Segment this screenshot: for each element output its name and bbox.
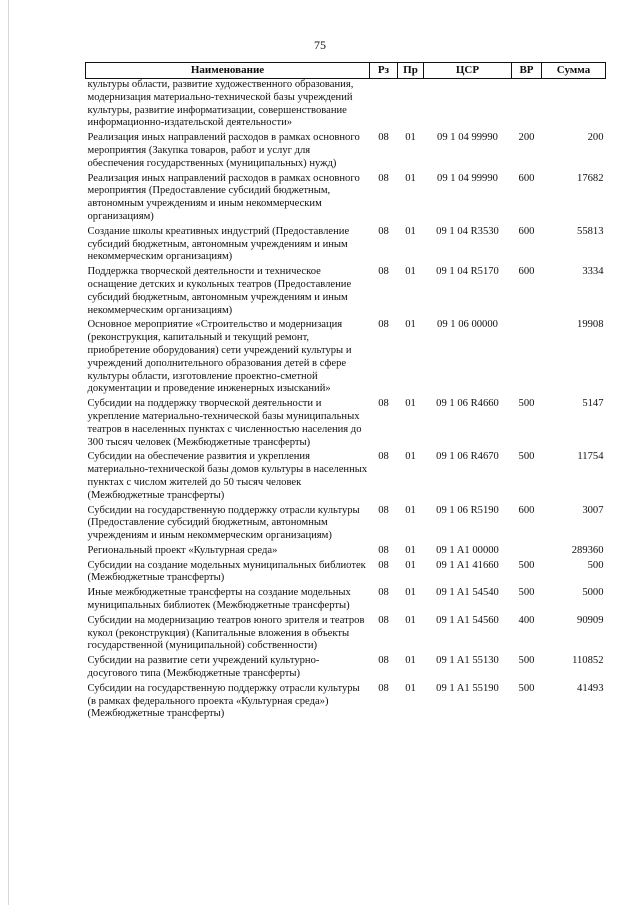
table-row bbox=[86, 226, 606, 266]
cell-rz: 08 bbox=[378, 225, 389, 237]
cell-name: Субсидии на поддержку творческой деятельности и укрепление материально-технической базы муниципальных театров в населенных пунктах с численностью населения до 300 тысяч человек (Межбюджетные трансферты) bbox=[87, 398, 362, 448]
cell-rz: 08 bbox=[378, 544, 389, 556]
header-csr: ЦСР bbox=[424, 63, 512, 79]
budget-table bbox=[85, 62, 606, 723]
cell-rz: 08 bbox=[378, 398, 389, 410]
header-pr: Пр bbox=[398, 63, 424, 79]
cell-csr: 09 1 06 R5190 bbox=[436, 504, 499, 516]
cell-csr: 09 1 06 R4660 bbox=[436, 398, 499, 410]
cell-rz: 08 bbox=[378, 504, 389, 516]
cell-name: Субсидии на модернизацию театров юного зрителя и театров кукол (реконструкция) (Капитальные вложения в объекты государственной (муниципальной) собственности) bbox=[87, 614, 365, 652]
cell-pr: 01 bbox=[405, 559, 416, 571]
cell-pr: 01 bbox=[405, 682, 416, 694]
table-row bbox=[86, 132, 606, 172]
cell-vr: 500 bbox=[518, 559, 535, 571]
cell-name: Субсидии на государственную поддержку отрасли культуры (в рамках федерального проекта «Культурная среда») (Межбюджетные трансферты) bbox=[87, 682, 360, 720]
table-row bbox=[86, 266, 606, 319]
cell-rz bbox=[370, 79, 398, 133]
page-number: 75 bbox=[314, 38, 326, 52]
header-vr: ВР bbox=[512, 63, 542, 79]
cell-sum: 5000 bbox=[582, 587, 604, 599]
cell-rz: 08 bbox=[378, 559, 389, 571]
cell-sum: 19908 bbox=[577, 319, 604, 331]
cell-vr bbox=[512, 545, 542, 560]
cell-pr: 01 bbox=[405, 132, 416, 144]
table-row bbox=[86, 319, 606, 398]
cell-pr: 01 bbox=[405, 266, 416, 278]
table-row bbox=[86, 560, 606, 588]
cell-pr: 01 bbox=[405, 398, 416, 410]
cell-vr: 600 bbox=[518, 225, 535, 237]
table-row bbox=[86, 505, 606, 545]
cell-csr: 09 1 A1 54540 bbox=[436, 587, 499, 599]
cell-csr: 09 1 06 R4670 bbox=[436, 451, 499, 463]
cell-pr: 01 bbox=[405, 544, 416, 556]
cell-rz: 08 bbox=[378, 614, 389, 626]
cell-pr: 01 bbox=[405, 172, 416, 184]
cell-pr: 01 bbox=[405, 319, 416, 331]
cell-sum: 55813 bbox=[577, 225, 604, 237]
cell-pr: 01 bbox=[405, 587, 416, 599]
cell-pr: 01 bbox=[405, 504, 416, 516]
cell-name: Субсидии на развитие сети учреждений культурно-досугового типа (Межбюджетные трансферты) bbox=[87, 655, 320, 680]
cell-sum: 90909 bbox=[577, 614, 604, 626]
cell-vr: 500 bbox=[518, 398, 535, 410]
cell-name: Субсидии на государственную поддержку отрасли культуры (Предоставление субсидий бюджетным, автономным учреждениям и иным некоммерческим организациям) bbox=[87, 504, 360, 542]
cell-csr: 09 1 04 R3530 bbox=[436, 225, 499, 237]
cell-sum: 11754 bbox=[577, 451, 604, 463]
header-name: Наименование bbox=[86, 63, 370, 79]
cell-sum: 41493 bbox=[577, 682, 604, 694]
cell-csr: 09 1 06 00000 bbox=[437, 319, 498, 331]
cell-sum: 3334 bbox=[582, 266, 604, 278]
cell-rz: 08 bbox=[378, 451, 389, 463]
cell-name: Реализация иных направлений расходов в рамках основного мероприятия (Предоставление субсидий бюджетным, автономным учреждениям и иным некоммерческим организациям) bbox=[87, 172, 360, 222]
cell-vr: 400 bbox=[518, 614, 535, 626]
header-sum: Сумма bbox=[542, 63, 606, 79]
cell-name: Создание школы креативных индустрий (Предоставление субсидий бюджетным, автономным учреждениям и иным некоммерческим организациям) bbox=[87, 225, 350, 263]
cell-sum: 200 bbox=[587, 132, 604, 144]
cell-rz: 08 bbox=[378, 172, 389, 184]
cell-name: Субсидии на создание модельных муниципальных библиотек (Межбюджетные трансферты) bbox=[87, 559, 366, 584]
cell-name: Иные межбюджетные трансферты на создание модельных муниципальных библиотек (Межбюджетные трансферты) bbox=[87, 587, 351, 612]
table-header-row bbox=[86, 63, 606, 79]
cell-csr: 09 1 04 99990 bbox=[437, 132, 498, 144]
cell-name: Основное мероприятие «Строительство и модернизация (реконструкция, капитальный и текущий ремонт, приобретение оборудования) сети учреждений культуры и учреждений дополнительного образования детей в сфере культуры области, изготовление проектно-сметной документации и проведение инженерных изысканий» bbox=[87, 319, 352, 395]
cell-csr: 09 1 04 99990 bbox=[437, 172, 498, 184]
cell-csr: 09 1 04 R5170 bbox=[436, 266, 499, 278]
table-row bbox=[86, 683, 606, 723]
cell-vr: 600 bbox=[518, 172, 535, 184]
table-row bbox=[86, 451, 606, 504]
table-row bbox=[86, 655, 606, 683]
cell-name: культуры области, развитие художественного образования, модернизация материально-технической базы учреждений культуры, развитие информатизации, совершенствование информационно-издательской деятельности» bbox=[87, 79, 354, 129]
cell-pr bbox=[398, 79, 424, 133]
cell-name: Реализация иных направлений расходов в рамках основного мероприятия (Закупка товаров, работ и услуг для обеспечения государственных (муниципальных) нужд) bbox=[87, 132, 360, 169]
cell-sum: 17682 bbox=[577, 172, 604, 184]
cell-vr bbox=[512, 319, 542, 398]
cell-csr: 09 1 A1 54560 bbox=[436, 614, 499, 626]
cell-vr bbox=[512, 79, 542, 133]
cell-sum bbox=[542, 79, 606, 133]
table-row bbox=[86, 587, 606, 615]
cell-sum: 110852 bbox=[572, 655, 604, 667]
cell-rz: 08 bbox=[378, 682, 389, 694]
table-row bbox=[86, 615, 606, 655]
cell-csr: 09 1 A1 41660 bbox=[436, 559, 499, 571]
cell-sum: 289360 bbox=[571, 544, 604, 556]
cell-csr: 09 1 A1 55130 bbox=[436, 655, 499, 667]
cell-vr: 600 bbox=[518, 266, 535, 278]
cell-csr: 09 1 A1 00000 bbox=[436, 544, 499, 556]
table-row bbox=[86, 79, 606, 133]
cell-vr: 200 bbox=[518, 132, 535, 144]
cell-sum: 5147 bbox=[582, 398, 604, 410]
cell-sum: 3007 bbox=[582, 504, 604, 516]
header-rz: Рз bbox=[370, 63, 398, 79]
cell-pr: 01 bbox=[405, 614, 416, 626]
cell-sum: 500 bbox=[587, 559, 604, 571]
cell-vr: 500 bbox=[518, 682, 535, 694]
table-row bbox=[86, 398, 606, 451]
cell-csr: 09 1 A1 55190 bbox=[436, 682, 499, 694]
cell-vr: 500 bbox=[518, 655, 535, 667]
cell-rz: 08 bbox=[378, 132, 389, 144]
table-row bbox=[86, 173, 606, 226]
cell-name: Поддержка творческой деятельности и техническое оснащение детских и кукольных театров (Предоставление субсидий бюджетным, автономным учреждениям и иным некоммерческим организациям) bbox=[87, 266, 352, 316]
cell-vr: 500 bbox=[518, 451, 535, 463]
cell-rz: 08 bbox=[378, 319, 389, 331]
cell-rz: 08 bbox=[378, 587, 389, 599]
cell-name: Региональный проект «Культурная среда» bbox=[87, 544, 278, 556]
cell-rz: 08 bbox=[378, 266, 389, 278]
cell-pr: 01 bbox=[405, 225, 416, 237]
cell-csr bbox=[424, 79, 512, 133]
cell-pr: 01 bbox=[405, 655, 416, 667]
scan-margin-line bbox=[8, 0, 9, 905]
cell-vr: 600 bbox=[518, 504, 535, 516]
cell-pr: 01 bbox=[405, 451, 416, 463]
cell-name: Субсидии на обеспечение развития и укрепления материально-технической базы домов культуры в населенных пунктах с числом жителей до 50 тысяч человек (Межбюджетные трансферты) bbox=[87, 451, 368, 501]
table-row bbox=[86, 545, 606, 560]
cell-rz: 08 bbox=[378, 655, 389, 667]
cell-vr: 500 bbox=[518, 587, 535, 599]
